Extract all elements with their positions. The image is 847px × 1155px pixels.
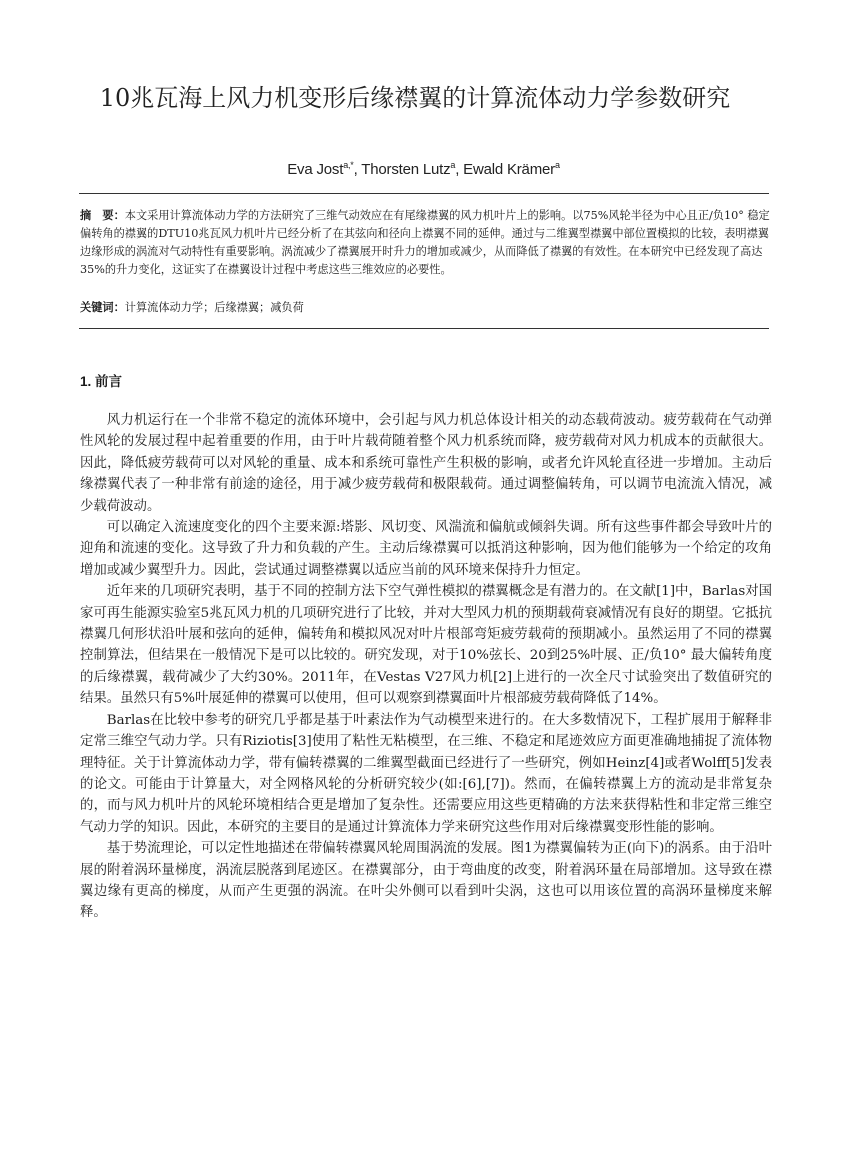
paragraph: Barlas在比较中参考的研究几乎都是基于叶素法作为气动模型来进行的。在大多数情况下，工程扩展用于解释非定常三维空气动力学。只有Riziotis[3]使用了粘性无粘模型，在三维、不稳定和尾迹效应方面更准确地捕捉了流体物理特征。关于计算流体动力学，带有偏转襟翼的二维翼型截面已经进行了一些研究，例如Heinz[4]或者Wolff[5]发表的论文。可能由于计算量大，对全网格风轮的分析研究较少(如:[6],[7])。然而，在偏转襟翼上方的流动是非常复杂的，而与风力机叶片的风轮环境相结合更是增加了复杂性。还需要应用这些更精确的方法来获得粘性和非定常三维空气动力学的知识。因此，本研究的主要目的是通过计算流体力学来研究这些作用对后缘襟翼变形性能的影响。 — [80, 712, 772, 835]
author-affiliation: a,* — [343, 160, 354, 170]
abstract-text: 本文采用计算流体动力学的方法研究了三维气动效应在有尾缘襟翼的风力机叶片上的影响。以75%风轮半径为中心且正/负10° 稳定偏转角的襟翼的DTU10兆瓦风力机叶片已经分析了在其弦向和径向上襟翼不同的延伸。通过与二维翼型襟翼中部位置模拟的比较，表明襟翼边缘形成的涡流对气动特性有重要影响。涡流减少了襟翼展开时升力的增加或减少，从而降低了襟翼的有效性。在本研究中已经发现了高达35%的升力变化，这证实了在襟翼设计过程中考虑这些三维效应的必要性。 — [80, 209, 770, 276]
body-text — [80, 410, 772, 924]
author-name: , Thorsten Lutz — [353, 161, 451, 178]
author-name: Eva Jost — [287, 161, 344, 178]
top-divider — [79, 193, 769, 194]
paragraph: 风力机运行在一个非常不稳定的流体环境中，会引起与风力机总体设计相关的动态载荷波动。疲劳载荷在气动弹性风轮的发展过程中起着重要的作用，由于叶片载荷随着整个风力机系统而降，疲劳载荷对风力机成本的贡献很大。因此，降低疲劳载荷可以对风轮的重量、成本和系统可靠性产生积极的影响，或者允许风轮直径进一步增加。主动后缘襟翼代表了一种非常有前途的途径，用于减少疲劳载荷和极限载荷。通过调整偏转角，可以调节电流流入情况，减少载荷波动。 — [80, 413, 772, 514]
paragraph: 基于势流理论，可以定性地描述在带偏转襟翼风轮周围涡流的发展。图1为襟翼偏转为正(向下)的涡系。由于沿叶展的附着涡环量梯度，涡流层脱落到尾迹区。在襟翼部分，由于弯曲度的改变，附着涡环量在局部增加。这导致在襟翼边缘有更高的梯度，从而产生更强的涡流。在叶尖外侧可以看到叶尖涡，这也可以用该位置的高涡环量梯度来解释。 — [80, 841, 772, 921]
paper-title: 10兆瓦海上风力机变形后缘襟翼的计算流体动力学参数研究 — [99, 84, 731, 112]
abstract-label: 摘 要： — [80, 208, 125, 222]
abstract — [80, 206, 770, 279]
author-line — [0, 160, 847, 178]
bottom-divider — [79, 328, 769, 329]
author-affiliation: a — [554, 160, 560, 170]
paragraph: 可以确定入流速度变化的四个主要来源:塔影、风切变、风湍流和偏航或倾斜失调。所有这些事件都会导致叶片的迎角和流速的变化。这导致了升力和负载的产生。主动后缘襟翼可以抵消这种影响，因为他们能够为一个给定的攻角增加或减少翼型升力。因此，尝试通过调整襟翼以适应当前的风环境来保持升力恒定。 — [80, 520, 772, 578]
keywords-text: 计算流体动力学；后缘襟翼；减负荷 — [124, 301, 304, 314]
author-name: , Ewald Krämer — [455, 161, 555, 178]
section-heading: 1. 前言 — [80, 374, 123, 389]
keywords — [80, 298, 770, 317]
author-affiliation: a — [450, 160, 456, 170]
keywords-label: 关键词： — [80, 300, 125, 314]
paragraph: 近年来的几项研究表明，基于不同的控制方法下空气弹性模拟的襟翼概念是有潜力的。在文献[1]中，Barlas对国家可再生能源实验室5兆瓦风力机的几项研究进行了比较，并对大型风力机的预期载荷衰减情况有良好的期望。它抵抗襟翼几何形状沿叶展和弦向的延伸，偏转角和模拟风况对叶片根部弯矩疲劳载荷的预期减小。虽然运用了不同的襟翼控制算法，但结果在一般情况下是可以比较的。研究发现，对于10%弦长、20到25%叶展、正/负10° 最大偏转角度的后缘襟翼，载荷减少了大约30%。2011年，在Vestas V27风力机[2]上进行的一次全尺寸试验突出了数值研究的结果。虽然只有5%叶展延伸的襟翼可以使用，但可以观察到襟翼面叶片根部疲劳载荷降低了14%。 — [80, 584, 772, 707]
